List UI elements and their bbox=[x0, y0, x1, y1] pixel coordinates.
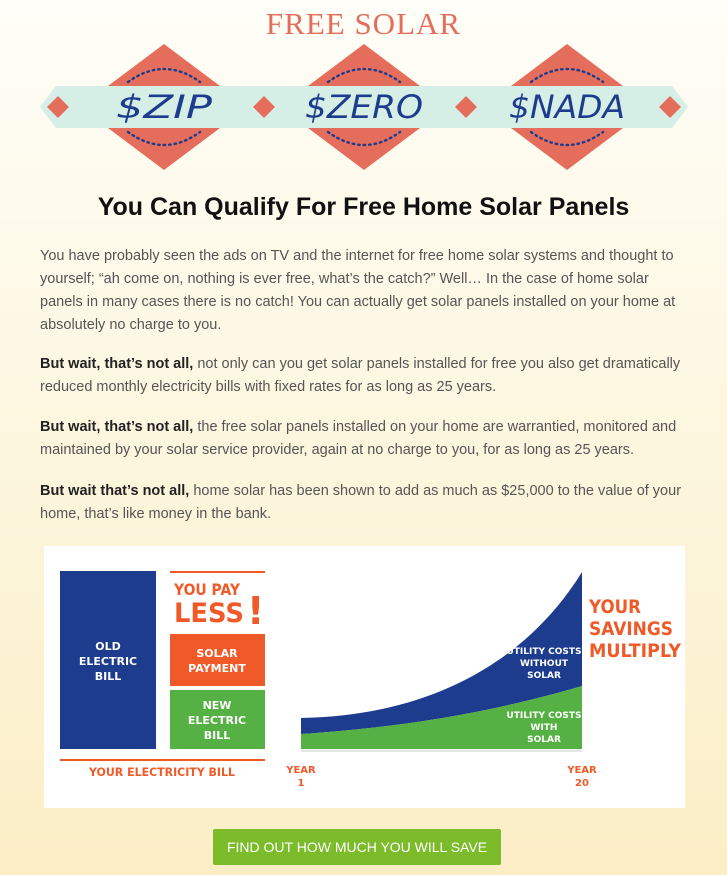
year-start-value: 1 bbox=[297, 778, 305, 789]
infographic-canvas bbox=[44, 546, 685, 808]
benefit-paragraph-1 bbox=[40, 353, 688, 399]
benefit-2-text: the free solar panels installed on your home are warrantied, monitored and maintained by your solar service provider, again at no charge to you, for as long as 25 years. bbox=[40, 419, 677, 458]
you-pay-label: YOU PAY bbox=[173, 580, 241, 599]
benefit-3-lead: But wait that’s not all, bbox=[40, 483, 190, 499]
new-bill-line-2: ELECTRIC bbox=[187, 714, 247, 727]
savings-line-1: YOUR bbox=[588, 596, 642, 618]
old-bill-line-2: ELECTRIC bbox=[78, 655, 138, 668]
badge-zero: $ZERO bbox=[305, 88, 423, 126]
less-label: LESS bbox=[174, 598, 244, 629]
savings-infographic bbox=[44, 546, 685, 808]
exclaim-mark: ! bbox=[247, 589, 265, 633]
page-banner-title: FREE SOLAR bbox=[265, 6, 462, 41]
with-solar-line-2: WITH bbox=[530, 723, 558, 733]
with-solar-line-3: SOLAR bbox=[527, 735, 561, 745]
intro-text: You have probably seen the ads on TV and the internet for free home solar systems and thought to yourself; “ah come on, nothing is ever free, what’s the catch?” Well… In the case of home solar panels in many cases there is no catch! You can actually get solar panels installed on your home at absolutely no charge to you. bbox=[40, 248, 676, 333]
solar-payment-bar bbox=[170, 634, 265, 686]
benefit-paragraph-2 bbox=[40, 416, 688, 462]
old-bill-line-3: BILL bbox=[94, 670, 122, 683]
benefit-2-lead: But wait, that’s not all, bbox=[40, 419, 194, 435]
benefit-3-text: home solar has been shown to add as much as $25,000 to the value of your home, that’s like money in the bank. bbox=[40, 483, 682, 522]
savings-line-2: SAVINGS bbox=[589, 618, 673, 640]
badge-zip: $ZIP bbox=[116, 88, 213, 126]
new-bill-line-3: BILL bbox=[203, 729, 231, 742]
intro-paragraph bbox=[40, 245, 688, 337]
benefit-1-lead: But wait, that’s not all, bbox=[40, 356, 194, 372]
without-solar-line-1: UTILITY COSTS bbox=[506, 647, 582, 657]
new-bill-line-1: NEW bbox=[202, 699, 232, 712]
badge-nada: $NADA bbox=[509, 88, 625, 126]
find-savings-button[interactable]: FIND OUT HOW MUCH YOU WILL SAVE bbox=[213, 829, 501, 865]
year-end-label: YEAR bbox=[567, 765, 597, 776]
page-heading: You Can Qualify For Free Home Solar Panels bbox=[97, 193, 630, 221]
old-bill-line-1: OLD bbox=[95, 640, 121, 653]
with-solar-line-1: UTILITY COSTS bbox=[506, 711, 582, 721]
year-start-label: YEAR bbox=[286, 765, 316, 776]
free-solar-banner bbox=[36, 44, 692, 170]
solar-payment-line-2: PAYMENT bbox=[188, 662, 246, 675]
benefit-paragraph-3 bbox=[40, 480, 688, 526]
savings-line-3: MULTIPLY bbox=[589, 640, 682, 662]
without-solar-line-2: WITHOUT bbox=[519, 659, 569, 669]
solar-payment-line-1: SOLAR bbox=[196, 647, 238, 660]
year-end-value: 20 bbox=[575, 778, 589, 789]
benefit-1-text: not only can you get solar panels installed for free you also get dramatically reduced monthly electricity bills with fixed rates for as long as 25 years. bbox=[40, 356, 681, 395]
bill-caption: YOUR ELECTRICITY BILL bbox=[88, 765, 236, 779]
without-solar-line-3: SOLAR bbox=[527, 671, 561, 681]
